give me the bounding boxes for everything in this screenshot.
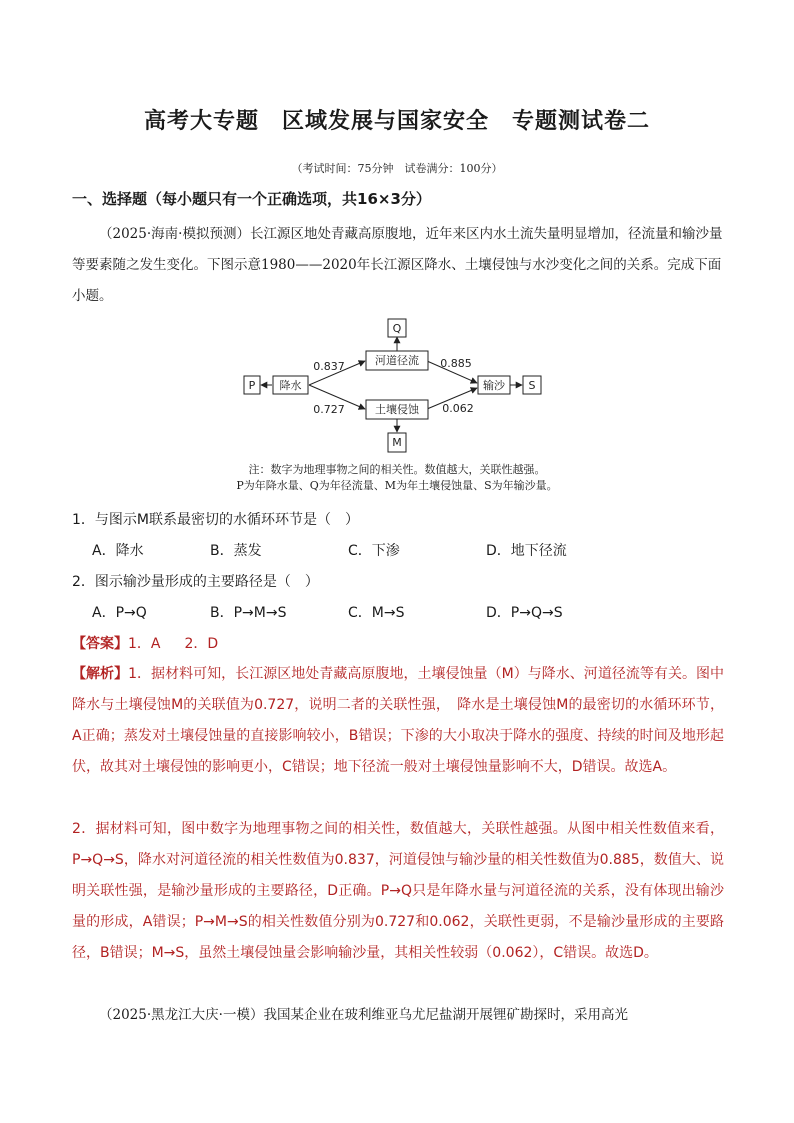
node-rain-label: 降水 xyxy=(279,379,302,392)
answer-2: 2．D xyxy=(184,636,219,652)
question-2-stem: 2．图示输沙量形成的主要路径是（ ） xyxy=(72,574,319,590)
question-2-option-c[interactable]: C．M→S xyxy=(348,605,405,621)
node-s-label: S xyxy=(528,379,536,392)
value-rain-runoff: 0.837 xyxy=(313,360,345,373)
relationship-diagram xyxy=(237,314,557,459)
exam-info: （考试时间：75分钟 试卷满分：100分） xyxy=(291,162,503,175)
analysis-part-1 xyxy=(72,659,724,783)
answer-label: 【答案】 xyxy=(72,636,128,652)
question-2-option-d[interactable]: D．P→Q→S xyxy=(486,605,563,621)
analysis-label: 【解析】 xyxy=(72,666,129,682)
material-paragraph-2: （2025·黑龙江大庆·一模）我国某企业在玻利维亚乌尤尼盐湖开展锂矿勘探时，采用高光 xyxy=(99,1007,628,1023)
question-1-option-d[interactable]: D．地下径流 xyxy=(486,543,567,559)
value-erosion-sediment: 0.062 xyxy=(442,402,474,415)
question-1-option-b[interactable]: B．蒸发 xyxy=(210,543,262,559)
node-sediment-label: 输沙 xyxy=(483,379,505,392)
question-2-option-a[interactable]: A．P→Q xyxy=(92,605,147,621)
diagram-note-line-2: P为年降水量、Q为年径流量、M为年土壤侵蚀量、S为年输沙量。 xyxy=(236,479,558,492)
question-1-option-a[interactable]: A．降水 xyxy=(92,543,144,559)
diagram-note-line-1: 注：数字为地理事物之间的相关性。数值越大，关联性越强。 xyxy=(248,463,546,476)
value-runoff-sediment: 0.885 xyxy=(440,357,472,370)
node-p-label: P xyxy=(248,379,256,392)
page-title: 高考大专题 区域发展与国家安全 专题测试卷二 xyxy=(143,109,650,134)
node-erosion-label: 土壤侵蚀 xyxy=(375,403,419,416)
value-rain-erosion: 0.727 xyxy=(313,403,345,416)
question-1-option-c[interactable]: C．下渗 xyxy=(348,543,400,559)
node-q-label: Q xyxy=(392,322,402,335)
section-heading: 一、选择题（每小题只有一个正确选项，共16×3分） xyxy=(72,190,431,208)
answer-line xyxy=(72,633,218,653)
analysis-part-2: 2．据材料可知，图中数字为地理事物之间的相关性，数值越大，关联性越强。从图中相关性数值来看，P→Q→S，降水对河道径流的相关性数值为0.837，河道侵蚀与输沙量的相关性数值为0.885，数值大、说明关联性强，是输沙量形成的主要路径，D正确。P→Q只是年降水量与河道径流的关系，没有体现出输沙量的形成，A错误；P→M→S的相关性数值分别为0.727和0.062，关联性更弱，不是输沙量形成的主要路径，B错误；M→S，虽然土壤侵蚀量会影响输沙量，其相关性较弱（0.062），C错误。故选D。 xyxy=(72,821,724,961)
node-m-label: M xyxy=(392,436,402,449)
material-paragraph-1: （2025·海南·模拟预测）长江源区地处青藏高原腹地，近年来区内水土流失量明显增加，径流量和输沙量等要素随之发生变化。下图示意1980——2020年长江源区降水、土壤侵蚀与水沙变化之间的关系。完成下面小题。 xyxy=(72,226,723,304)
question-2-option-b[interactable]: B．P→M→S xyxy=(210,605,287,621)
answer-1: 1．A xyxy=(128,636,161,652)
node-runoff-label: 河道径流 xyxy=(375,354,419,367)
analysis-text-1: 1．据材料可知，长江源区地处青藏高原腹地，土壤侵蚀量（M）与降水、河道径流等有关。图中降水与土壤侵蚀M的关联值为0.727，说明二者的关联性强， 降水是土壤侵蚀M的最密切的水循环环节，A正确；蒸发对土壤侵蚀量的直接影响较小，B错误；下渗的大小取决于降水的强度、持续的时间及地形起伏，故其对土壤侵蚀的影响更小，C错误；地下径流一般对土壤侵蚀量影响不大，D错误。故选A。 xyxy=(72,666,725,775)
question-1-stem: 1．与图示M联系最密切的水循环环节是（ ） xyxy=(72,512,359,528)
